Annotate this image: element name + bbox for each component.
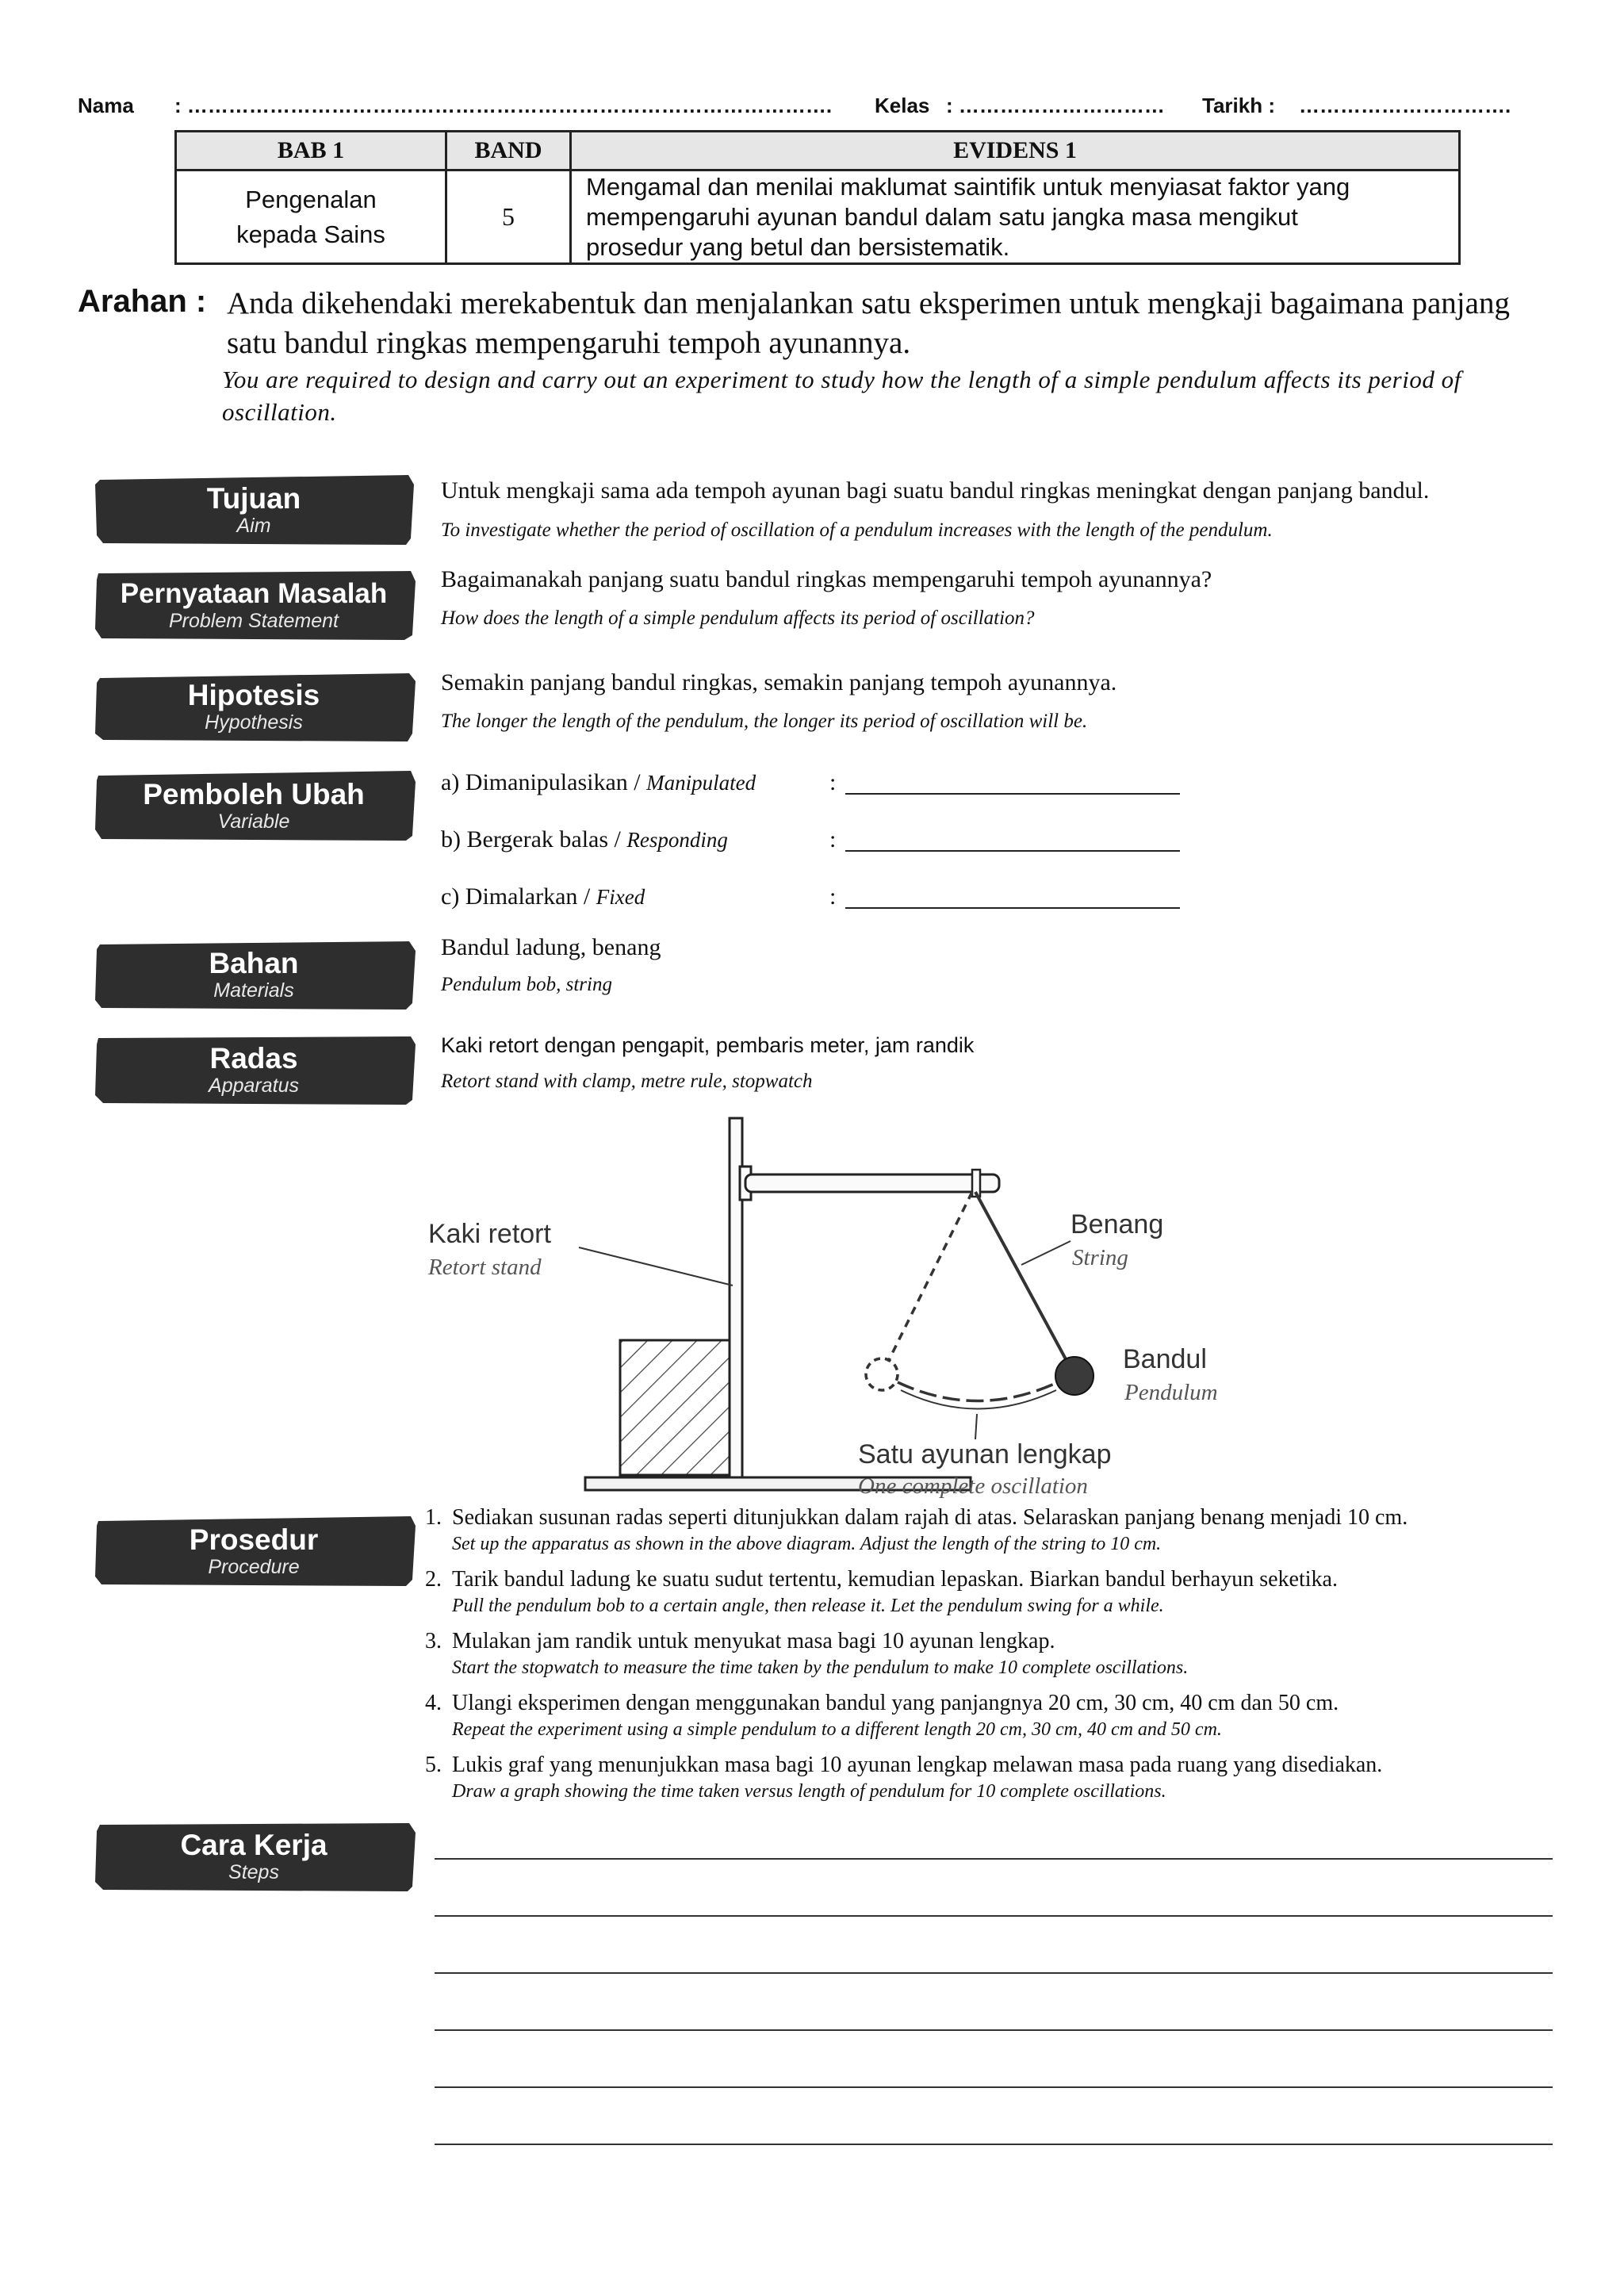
manipulated-ms: a) Dimanipulasikan / [441,769,641,795]
step-text: Ulangi eksperimen dengan menggunakan bandul yang panjangnya 20 cm, 30 cm, 40 cm dan 50 cm. [452,1691,1339,1715]
fixed-answer-line[interactable] [845,907,1180,909]
manipulated-label [441,769,756,796]
bob-label-en: Pendulum [1124,1380,1218,1405]
materials-subtitle: Materials [213,979,294,1002]
variable-banner [95,769,416,842]
responding-ms: b) Bergerak balas / [441,826,621,852]
answer-line[interactable] [435,1858,1553,1860]
step-number: 3. [425,1629,442,1653]
fixed-variable-row [441,883,1535,915]
instruction-text: Anda dikehendaki merekabentuk dan menjalankan satu eksperimen untuk mengkaji bagaimana panjang satu bandul ringkas mempengaruhi tempoh ayunannya. [227,286,1510,360]
materials-text: Bandul ladung, benang [441,934,661,960]
string-label: Benang [1071,1209,1164,1239]
date-label: Tarikh : [1202,94,1275,117]
retort-leader-line [579,1247,733,1285]
step-translation: Start the stopwatch to measure the time taken by the pendulum to make 10 complete oscillations. [452,1657,1189,1678]
step-translation: Set up the apparatus as shown in the above diagram. Adjust the length of the string to 10 cm. [452,1534,1162,1554]
step-number: 5. [425,1753,442,1777]
step-text: Sediakan susunan radas seperti ditunjukkan dalam rajah di atas. Selaraskan panjang benang menjadi 10 cm. [452,1505,1408,1530]
variable-title: Pemboleh Ubah [143,778,365,810]
answer-line[interactable] [435,2144,1553,2145]
answer-line[interactable] [435,1915,1553,1917]
colon: : [829,826,837,852]
apparatus-title: Radas [209,1042,298,1075]
oscillation-label-en: One complete oscillation [858,1473,1088,1499]
fixed-ms: c) Dimalarkan / [441,883,591,910]
band-table [174,130,1461,265]
answer-line[interactable] [435,1972,1553,1974]
band-table-header-row [176,132,1460,170]
apparatus-subtitle: Apparatus [209,1075,299,1097]
steps-title: Cara Kerja [180,1829,327,1861]
aim-title: Tujuan [206,482,301,515]
materials-translation: Pendulum bob, string [441,974,612,995]
pendulum-bob [1055,1357,1094,1395]
manipulated-answer-line[interactable] [845,793,1180,795]
materials-title: Bahan [209,947,299,979]
hypothesis-title: Hipotesis [187,679,320,711]
dashed-bob [866,1358,898,1390]
name-label: Nama [78,94,134,117]
chapter-line: kepada Sains [236,220,385,248]
steps-banner [95,1820,416,1893]
aim-translation: To investigate whether the period of oscillation of a pendulum increases with the length of the pendulum. [441,519,1273,541]
answer-line[interactable] [435,2029,1553,2031]
responding-variable-row [441,826,1535,858]
evidence-line: Mengamal dan menilai maklumat saintifik untuk menyiasat faktor yang [586,172,1350,201]
answer-line[interactable] [435,2086,1553,2088]
instruction-label: Arahan : [78,284,207,319]
step-number: 2. [425,1567,442,1592]
apparatus-text: Kaki retort dengan pengapit, pembaris meter, jam randik [441,1033,975,1057]
step-translation: Draw a graph showing the time taken versus length of pendulum for 10 complete oscillations. [452,1781,1166,1802]
responding-en: Responding [626,828,728,852]
hypothesis-translation: The longer the length of the pendulum, the longer its period of oscillation will be. [441,711,1088,732]
chapter-line: Pengenalan [245,185,377,213]
retort-label-en: Retort stand [428,1255,542,1280]
aim-banner [95,473,416,546]
step-translation: Repeat the experiment using a simple pendulum to a different length 20 cm, 30 cm, 40 cm and 50 cm. [452,1719,1222,1740]
step-text: Tarik bandul ladung ke suatu sudut tertentu, kemudian lepaskan. Biarkan bandul berhayun seketika. [452,1567,1338,1592]
responding-answer-line[interactable] [845,850,1180,852]
apparatus-banner [95,1033,416,1106]
hypothesis-text: Semakin panjang bandul ringkas, semakin panjang tempoh ayunannya. [441,669,1117,695]
name-field[interactable]: : …………………………………………………………………………………. [174,94,833,117]
fixed-en: Fixed [596,885,645,909]
colon: : [829,883,837,910]
retort-label: Kaki retort [428,1219,551,1249]
problem-title: Pernyataan Masalah [120,578,388,609]
bob-label: Bandul [1123,1344,1207,1374]
string-leader-line [1021,1241,1071,1265]
class-field[interactable]: : ………………………… [946,94,1165,117]
procedure-banner [95,1515,416,1588]
manipulated-en: Manipulated [646,771,756,795]
instruction-translation: You are required to design and carry out an experiment to study how the length of a simple pendulum affects its period of oscillation. [222,366,1461,426]
step-text: Lukis graf yang menunjukkan masa bagi 10 ayunan lengkap melawan masa pada ruang yang disediakan. [452,1753,1383,1777]
hypothesis-banner [95,670,416,743]
step-translation: Pull the pendulum bob to a certain angle, then release it. Let the pendulum swing for a while. [452,1596,1164,1616]
colon: : [829,769,837,795]
band-cell: 5 [446,170,571,264]
aim-text: Untuk mengkaji sama ada tempoh ayunan bagi suatu bandul ringkas meningkat dengan panjang bandul. [441,477,1430,504]
date-field[interactable]: …………………………. [1299,94,1511,117]
apparatus-translation: Retort stand with clamp, metre rule, stopwatch [441,1071,813,1092]
responding-label [441,826,728,853]
oscillation-leader-line [975,1414,977,1439]
student-info-header [78,94,1545,121]
band-table-row [176,170,1460,264]
swing-arc [898,1382,1058,1401]
procedure-subtitle: Procedure [208,1556,300,1578]
manipulated-variable-row [441,769,1535,801]
header-band: BAND [446,132,571,170]
class-label: Kelas [875,94,930,117]
problem-text: Bagaimanakah panjang suatu bandul ringkas mempengaruhi tempoh ayunannya? [441,566,1212,592]
chapter-cell [176,170,446,264]
materials-banner [95,938,416,1011]
pendulum-apparatus-diagram [412,1106,1253,1503]
step-text: Mulakan jam randik untuk menyukat masa bagi 10 ayunan lengkap. [452,1629,1055,1653]
procedure-title: Prosedur [189,1523,319,1556]
header-chapter: BAB 1 [176,132,446,170]
step-number: 1. [425,1505,442,1530]
dashed-string [888,1192,972,1362]
step-number: 4. [425,1691,442,1715]
problem-subtitle: Problem Statement [169,610,339,632]
problem-translation: How does the length of a simple pendulum affects its period of oscillation? [441,607,1035,629]
clamp-arm [745,1174,999,1192]
header-evidence: EVIDENS 1 [571,132,1460,170]
pendulum-string [975,1192,1071,1368]
string-label-en: String [1072,1245,1128,1270]
evidence-line: mempengaruhi ayunan bandul dalam satu jangka masa mengikut [586,202,1298,231]
oscillation-label: Satu ayunan lengkap [858,1439,1112,1469]
base-block [620,1340,731,1475]
variable-subtitle: Variable [217,810,290,833]
aim-subtitle: Aim [236,515,271,537]
hypothesis-subtitle: Hypothesis [205,711,303,734]
fixed-label [441,883,645,910]
steps-subtitle: Steps [228,1861,279,1883]
evidence-line: prosedur yang betul dan bersistematik. [586,232,1010,261]
evidence-cell [571,170,1460,264]
problem-banner [95,569,416,642]
